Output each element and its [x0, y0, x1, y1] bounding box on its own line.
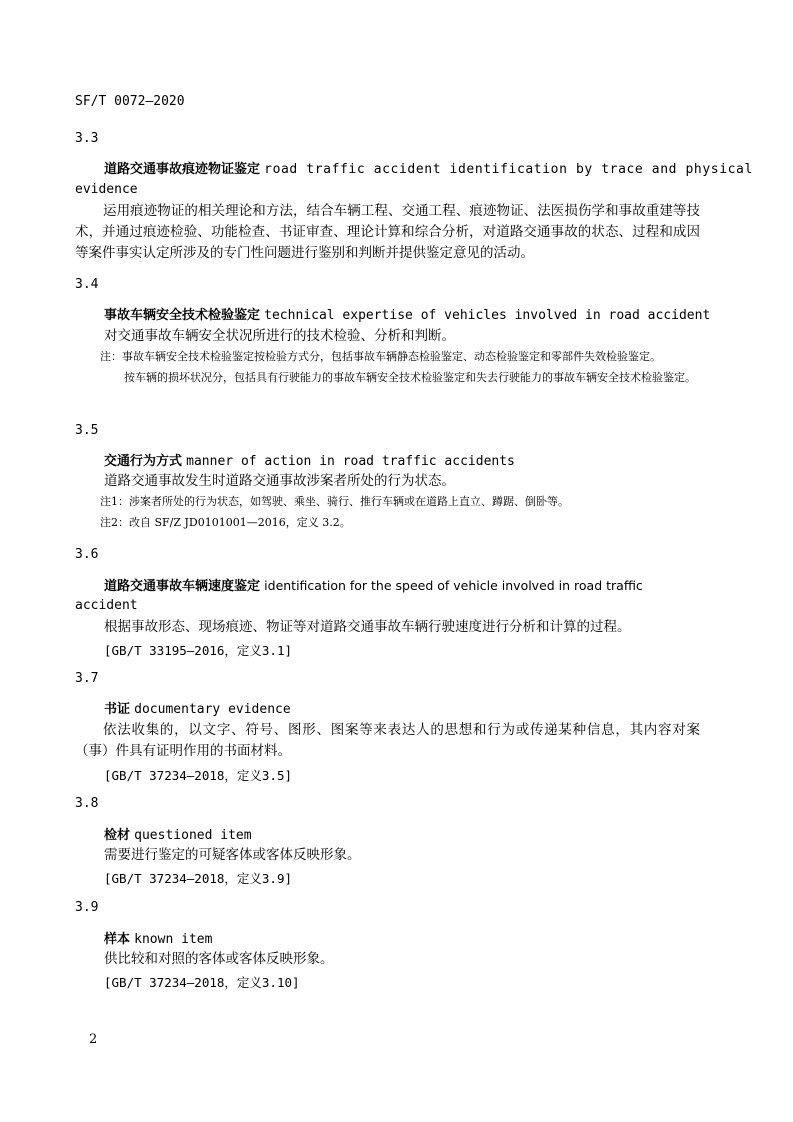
definition-3-8: 需要进行鉴定的可疑客体或客体反映形象。 — [104, 847, 361, 863]
definition-3-6: 根据事故形态、现场痕迹、物证等对道路交通事故车辆行驶速度进行分析和计算的过程。 — [104, 619, 631, 635]
term-3-7 — [104, 699, 291, 720]
clause-number-3-5: 3.5 — [75, 423, 99, 438]
source-reference-3-9: [GB/T 37234—2018，定义3.10] — [104, 975, 300, 990]
term-3-9 — [104, 929, 212, 950]
term-3-4 — [104, 305, 710, 326]
term-zh: 检材 — [104, 828, 131, 843]
source-reference-3-7: [GB/T 37234—2018，定义3.5] — [104, 768, 293, 783]
term-zh: 道路交通事故痕迹物证鉴定 — [104, 162, 261, 177]
clause-number-3-3: 3.3 — [75, 131, 99, 146]
definition-3-3: 运用痕迹物证的相关理论和方法，结合车辆工程、交通工程、痕迹物证、法医损伤学和事故重建等技术，并通过痕迹检验、功能检查、书证审查、理论计算和综合分析，对道路交通事故的状态、过程和成因等案件事实认定所涉及的专门性问题进行鉴别和判断并提供鉴定意见的活动。 — [75, 203, 700, 261]
definition-3-4: 对交通事故车辆安全状况所进行的技术检验、分析和判断。 — [104, 328, 455, 344]
standard-number-header: SF/T 0072—2020 — [75, 94, 185, 109]
term-zh: 书证 — [104, 702, 131, 717]
clause-number-3-7: 3.7 — [75, 671, 99, 686]
source-reference-3-8: [GB/T 37234—2018，定义3.9] — [104, 871, 293, 886]
clause-number-3-9: 3.9 — [75, 900, 99, 915]
term-en: road traffic accident identification by trace and physical — [264, 162, 753, 177]
term-3-8 — [104, 825, 252, 846]
clause-number-3-4: 3.4 — [75, 277, 99, 292]
term-en: documentary evidence — [134, 702, 291, 717]
source-reference-3-6: [GB/T 33195—2016，定义3.1] — [104, 643, 293, 658]
clause-number-3-6: 3.6 — [75, 547, 99, 562]
term-en-continuation: accident — [75, 598, 138, 613]
page-number: 2 — [89, 1032, 98, 1047]
definition-3-5: 道路交通事故发生时道路交通事故涉案者所处的行为状态。 — [104, 473, 455, 489]
term-3-6 — [104, 575, 643, 597]
term-3-5 — [104, 451, 515, 472]
term-zh: 道路交通事故车辆速度鉴定 — [104, 579, 261, 594]
definition-3-9: 供比较和对照的客体或客体反映形象。 — [104, 951, 334, 967]
note-1-3-5: 注1：涉案者所处的行为状态，如驾驶、乘坐、骑行、推行车辆或在道路上直立、蹲踞、倒卧等。 — [100, 495, 569, 508]
definition-3-7: 依法收集的，以文字、符号、图形、图案等来表达人的思想和行为或传递某种信息，其内容对案（事）件具有证明作用的书面材料。 — [75, 722, 700, 759]
note-3-4-continuation: 按车辆的损坏状况分，包括具有行驶能力的事故车辆安全技术检验鉴定和失去行驶能力的事故车辆安全技术检验鉴定。 — [124, 371, 696, 384]
note-3-4: 注：事故车辆安全技术检验鉴定按检验方式分，包括事故车辆静态检验鉴定、动态检验鉴定和零部件失效检验鉴定。 — [100, 350, 661, 363]
clause-number-3-8: 3.8 — [75, 796, 99, 811]
term-zh: 样本 — [104, 932, 131, 947]
term-en: known item — [134, 932, 213, 947]
term-en: identification for the speed of vehicle involved in road traffic — [264, 578, 643, 593]
term-en: technical expertise of vehicles involved in road accident — [264, 308, 711, 323]
note-2-3-5: 注2：改自 SF/Z JD0101001—2016，定义 3.2。 — [100, 516, 351, 529]
term-en: questioned item — [134, 828, 252, 843]
term-en: manner of action in road traffic accidents — [186, 454, 515, 469]
term-en-continuation: evidence — [75, 182, 138, 197]
term-3-3 — [104, 159, 753, 180]
term-zh: 事故车辆安全技术检验鉴定 — [104, 308, 261, 323]
term-zh: 交通行为方式 — [104, 454, 183, 469]
